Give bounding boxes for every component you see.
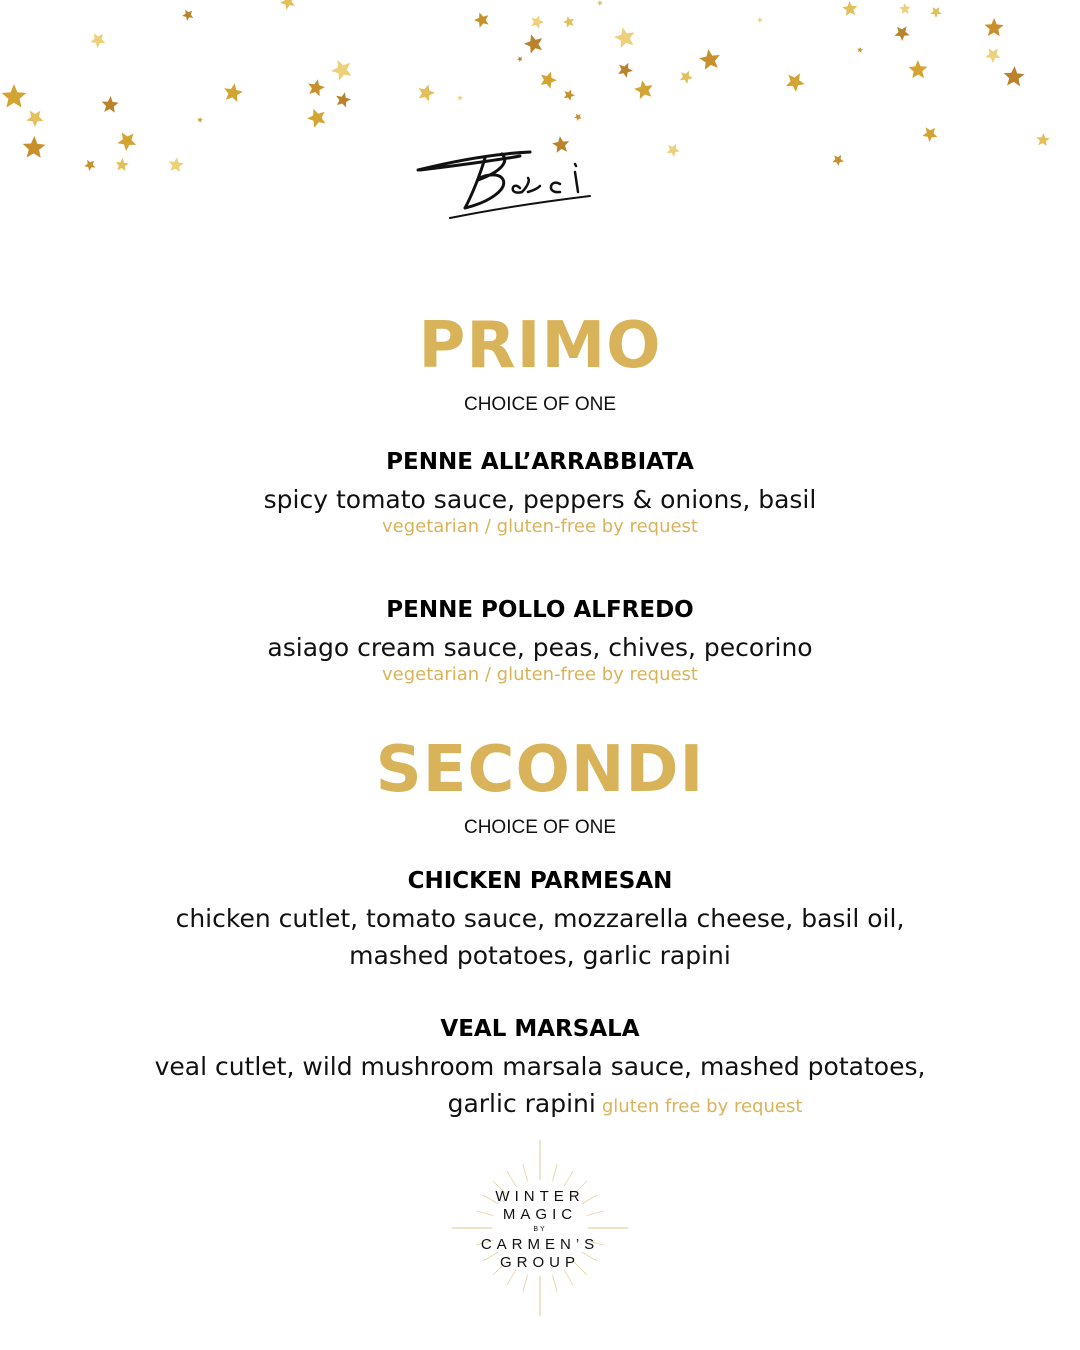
- gold-star-icon: [895, 26, 910, 41]
- dish-note: gluten free by request: [601, 1096, 803, 1117]
- gold-star-icon: [419, 84, 436, 101]
- dish-description-line1: veal cutlet, wild mushroom marsala sauce, mashed potatoes,: [154, 1052, 926, 1081]
- gold-star-icon: [2, 84, 27, 108]
- baci-logo: [410, 140, 630, 220]
- gold-star-icon: [116, 158, 129, 171]
- dish-name: PENNE POLLO ALFREDO: [386, 597, 694, 623]
- gold-star-icon: [102, 96, 119, 113]
- badge-line: WINTER: [495, 1188, 585, 1205]
- dish-description-line2-wrap: [448, 1089, 803, 1118]
- badge-line: GROUP: [499, 1254, 580, 1271]
- gold-star-icon: [757, 17, 763, 23]
- gold-star-icon: [930, 7, 941, 18]
- gold-star-icon: [985, 18, 1004, 36]
- dish-name: CHICKEN PARMESAN: [407, 868, 673, 894]
- gold-star-icon: [618, 63, 633, 78]
- gold-star-icon: [564, 89, 575, 100]
- dish-description-line2: mashed potatoes, garlic rapini: [349, 941, 731, 970]
- gold-star-icon: [899, 3, 910, 14]
- gold-star-icon: [224, 83, 243, 102]
- gold-star-icon: [169, 157, 184, 172]
- gold-star-icon: [26, 111, 43, 127]
- gold-star-icon: [524, 34, 542, 53]
- gold-star-icon: [667, 144, 680, 157]
- gold-star-icon: [857, 47, 863, 53]
- gold-star-icon: [922, 127, 937, 142]
- dish-description-line2: garlic rapini: [447, 1089, 596, 1118]
- dish-name: PENNE ALL’ARRABBIATA: [386, 449, 694, 475]
- primo-title: PRIMO: [418, 309, 662, 383]
- gold-star-icon: [336, 92, 351, 107]
- gold-star-icon: [597, 0, 603, 6]
- dish-note: vegetarian / gluten-free by request: [382, 516, 698, 537]
- winter-magic-badge: [450, 1140, 630, 1320]
- dish-description: spicy tomato sauce, peppers & onions, basil: [263, 485, 817, 514]
- gold-star-icon: [699, 49, 720, 70]
- gold-star-icon: [90, 33, 105, 48]
- badge-line: MAGIC: [502, 1206, 578, 1223]
- dish-description-line2-row: [0, 1085, 1080, 1125]
- gold-star-icon: [614, 27, 634, 48]
- gold-star-icon: [308, 79, 325, 96]
- primo-subtitle: CHOICE OF ONE: [463, 394, 616, 415]
- gold-star-icon: [574, 114, 582, 122]
- badge-text: [450, 1140, 630, 1320]
- gold-star-icon: [182, 10, 193, 21]
- gold-star-icon: [680, 71, 693, 84]
- gold-star-icon: [531, 15, 544, 28]
- dish-note: vegetarian / gluten-free by request: [382, 664, 698, 685]
- gold-star-icon: [1004, 66, 1025, 86]
- gold-star-icon: [563, 16, 574, 27]
- gold-star-icon: [23, 136, 46, 158]
- gold-star-icon: [457, 95, 463, 101]
- gold-star-icon: [1037, 133, 1050, 146]
- gold-star-icon: [474, 12, 489, 27]
- gold-star-icon: [908, 60, 927, 78]
- gold-star-icon: [280, 0, 295, 10]
- badge-line: CARMEN’S: [480, 1236, 600, 1253]
- dish-description: asiago cream sauce, peas, chives, pecorino: [267, 633, 813, 662]
- gold-star-icon: [307, 109, 325, 128]
- gold-star-icon: [84, 160, 95, 171]
- secondi-title: SECONDI: [375, 733, 705, 807]
- gold-star-icon: [842, 1, 857, 16]
- dish-name: VEAL MARSALA: [440, 1016, 640, 1042]
- dish-description-line1: chicken cutlet, tomato sauce, mozzarella cheese, basil oil,: [175, 904, 905, 933]
- gold-star-icon: [985, 48, 1000, 63]
- gold-star-icon: [517, 56, 523, 62]
- badge-by: BY: [533, 1226, 547, 1233]
- gold-star-icon: [117, 132, 136, 151]
- gold-star-icon: [197, 117, 203, 123]
- gold-star-icon: [331, 60, 351, 81]
- gold-star-icon: [786, 73, 805, 92]
- gold-star-icon: [832, 155, 843, 166]
- gold-star-icon: [541, 72, 558, 89]
- secondi-subtitle: CHOICE OF ONE: [463, 817, 616, 838]
- gold-star-icon: [634, 80, 653, 99]
